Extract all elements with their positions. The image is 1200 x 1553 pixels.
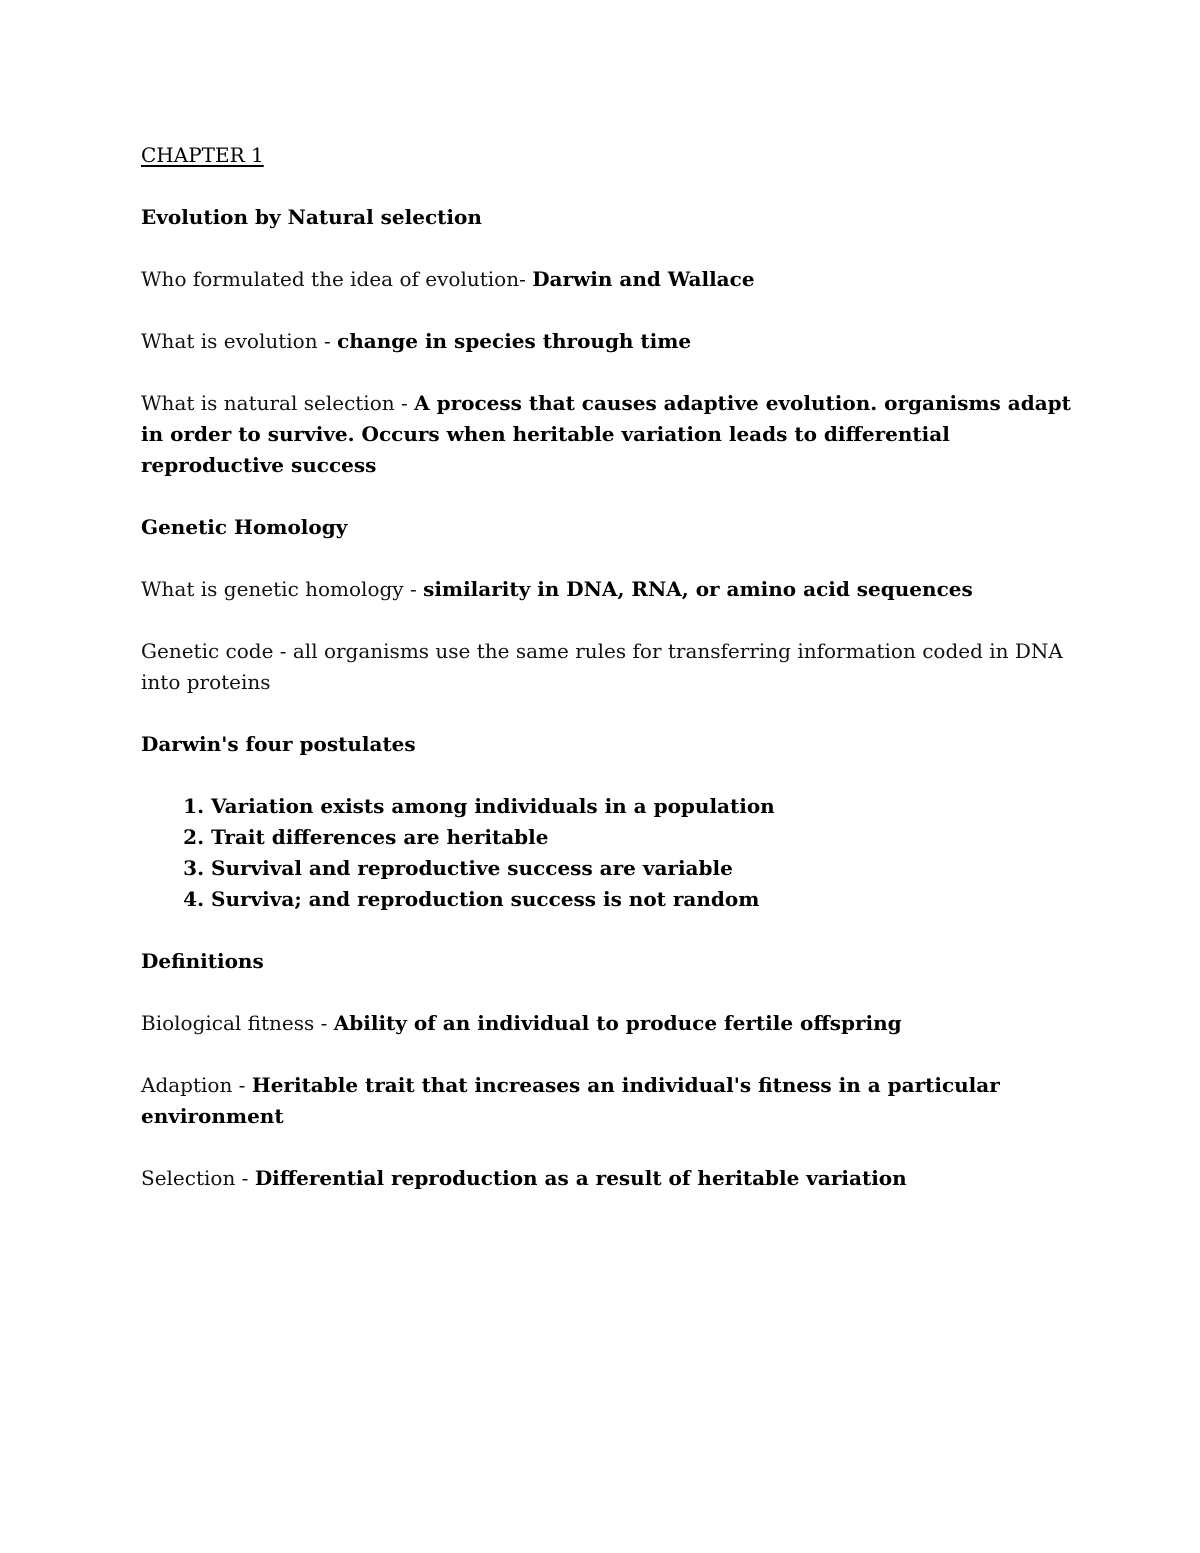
qa-what-is-natural-selection — [141, 388, 1081, 481]
section-heading-natural-selection: Evolution by Natural selection — [141, 205, 482, 229]
definition-text: Ability of an individual to produce fertile offspring — [333, 1011, 902, 1035]
chapter-title: CHAPTER 1 — [141, 143, 264, 167]
term-text: Biological fitness - — [141, 1011, 334, 1035]
qa-who-formulated — [141, 264, 1081, 295]
definition-text: Heritable trait that increases an individual's fitness in a particular environment — [141, 1073, 1000, 1128]
postulates-list — [141, 791, 1081, 915]
definition-text: Differential reproduction as a result of heritable variation — [254, 1166, 907, 1190]
list-item: 2. Trait differences are heritable — [211, 822, 1081, 853]
answer-text: A process that causes adaptive evolution. organisms adapt in order to survive. Occurs when heritable variation leads to differential reproductive success — [141, 391, 1071, 477]
section-heading-genetic-homology: Genetic Homology — [141, 515, 348, 539]
definition-adaption — [141, 1070, 1081, 1132]
list-item: 1. Variation exists among individuals in a population — [211, 791, 1081, 822]
qa-what-is-genetic-homology — [141, 574, 1081, 605]
document-page — [141, 140, 1081, 1225]
answer-text: similarity in DNA, RNA, or amino acid sequences — [423, 577, 973, 601]
qa-what-is-evolution — [141, 326, 1081, 357]
genetic-code-paragraph: Genetic code - all organisms use the same rules for transferring information coded in DNA into proteins — [141, 639, 1063, 694]
term-text: Adaption - — [141, 1073, 252, 1097]
question-text: What is evolution - — [141, 329, 338, 353]
section-heading-definitions: Definitions — [141, 949, 264, 973]
answer-text: change in species through time — [337, 329, 692, 353]
definition-selection — [141, 1163, 1081, 1194]
question-text: What is genetic homology - — [141, 577, 424, 601]
term-text: Selection - — [141, 1166, 255, 1190]
question-text: What is natural selection - — [141, 391, 415, 415]
answer-text: Darwin and Wallace — [532, 267, 755, 291]
list-item: 4. Surviva; and reproduction success is not random — [211, 884, 1081, 915]
definition-biological-fitness — [141, 1008, 1081, 1039]
list-item: 3. Survival and reproductive success are variable — [211, 853, 1081, 884]
question-text: Who formulated the idea of evolution- — [141, 267, 533, 291]
section-heading-darwins-postulates: Darwin's four postulates — [141, 732, 416, 756]
